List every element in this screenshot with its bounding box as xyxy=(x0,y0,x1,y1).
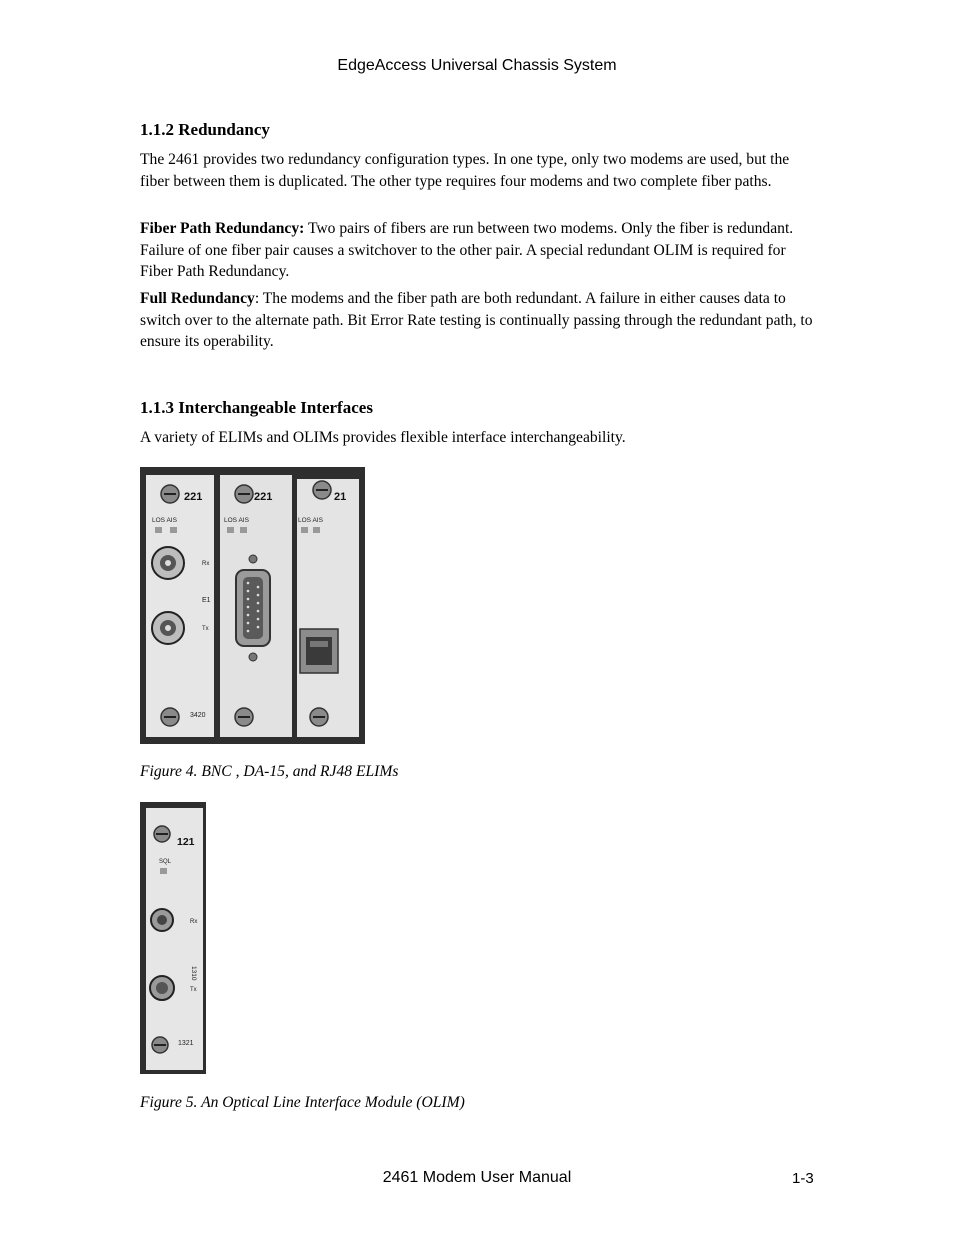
full-redundancy-paragraph xyxy=(140,288,815,353)
full-redundancy-term: Full Redundancy xyxy=(140,290,255,307)
footer-title: 2461 Modem User Manual xyxy=(382,1169,572,1186)
card1-led-labels: LOS AIS xyxy=(152,517,177,524)
olim-led-label: SQL xyxy=(159,859,172,865)
section-heading-interfaces: 1.1.3 Interchangeable Interfaces xyxy=(140,398,373,417)
olim-card-number: 121 xyxy=(177,836,195,848)
olim-model: 1321 xyxy=(178,1040,194,1047)
full-redundancy-text: : The modems and the fiber path are both redundant. A failure in either causes data to switch over to the alternate path. Bit Error Rate testing is continually passing through the redundant path, to ensure its operability. xyxy=(140,290,813,351)
card2-led-labels: LOS AIS xyxy=(224,517,249,524)
elim-cards-photo xyxy=(140,467,365,744)
olim-rx-label: Rx xyxy=(190,919,198,925)
card1-rx-label: Rx xyxy=(202,561,210,567)
card3-led-labels: LOS AIS xyxy=(298,517,323,524)
olim-tx-label: Tx xyxy=(190,987,197,993)
card1-number: 221 xyxy=(184,491,203,503)
fiber-path-text: Two pairs of fibers are run between two modems. Only the fiber is redundant. Failure of one fiber pair causes a switchover to the other pair. A special redundant OLIM is required for Fiber Path Redundancy. xyxy=(140,220,794,281)
section-heading-redundancy: 1.1.2 Redundancy xyxy=(140,120,270,139)
olim-card-photo xyxy=(140,802,206,1074)
card3-number: 21 xyxy=(334,491,347,503)
card1-side-label: E1 xyxy=(202,597,211,604)
fiber-path-paragraph xyxy=(140,218,815,283)
redundancy-intro: The 2461 provides two redundancy configuration types. In one type, only two modems are used, but the fiber between them is duplicated. The other type requires four modems and two complete fiber paths. xyxy=(140,151,790,190)
interfaces-intro: A variety of ELIMs and OLIMs provides flexible interface interchangeability. xyxy=(140,429,626,446)
card1-tx-label: Tx xyxy=(202,626,209,632)
figure4-caption: Figure 4. BNC , DA-15, and RJ48 ELIMs xyxy=(140,763,399,780)
running-header: EdgeAccess Universal Chassis System xyxy=(337,57,617,74)
fiber-path-term: Fiber Path Redundancy: xyxy=(140,220,305,237)
page-number: 1-3 xyxy=(792,1170,814,1187)
figure5-caption: Figure 5. An Optical Line Interface Module (OLIM) xyxy=(140,1094,465,1111)
olim-side-label: 1310 xyxy=(190,966,197,981)
card2-number: 221 xyxy=(254,491,273,503)
card1-model: 3420 xyxy=(190,712,206,719)
